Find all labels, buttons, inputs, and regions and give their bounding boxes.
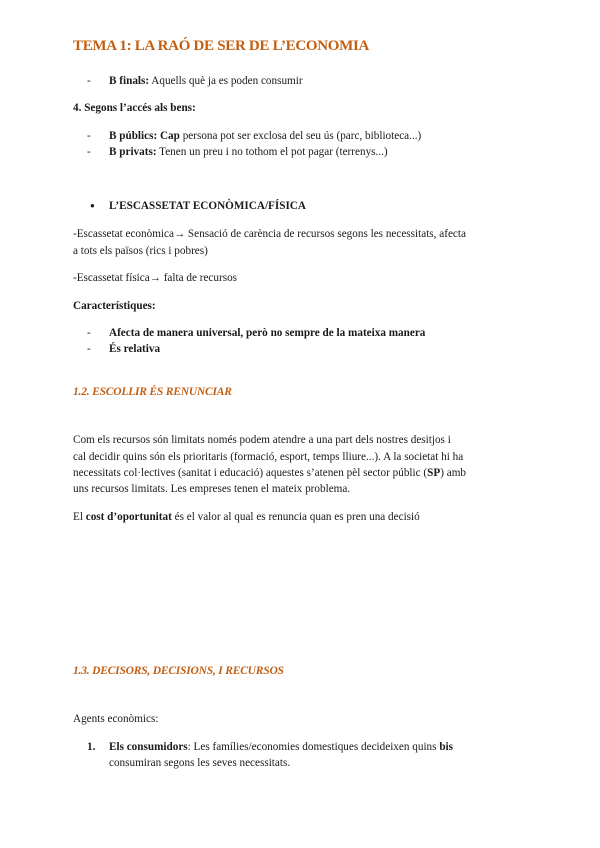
consumidors-bis: bis: [439, 741, 453, 753]
consumidors-line2: consumiran segons les seves necessitats.: [109, 757, 291, 769]
caracteristiques-heading: [73, 298, 156, 315]
bullet-escassetat-text: L’ESCASSETAT ECONÒMICA/FÍSICA: [109, 200, 306, 212]
list-item-b-privats: [87, 144, 388, 160]
list-item-b-publics: [87, 128, 421, 144]
bullet-marker: ●: [90, 201, 95, 210]
page-title: TEMA 1: LA RAÓ DE SER DE L’ECONOMIA: [73, 38, 370, 54]
dash-marker: -: [87, 130, 91, 142]
heading-acces-bens: [73, 100, 196, 117]
agents-economics: Agents econòmics:: [73, 713, 159, 725]
consumidors-term: Els consumidors: [109, 741, 188, 753]
char-2-text: És relativa: [109, 343, 161, 355]
dash-marker: -: [87, 146, 91, 158]
section-heading-1-3: 1.3. DECISORS, DECISIONS, I RECURSOS: [73, 665, 284, 677]
cost-oportunitat: [73, 509, 420, 526]
dash-marker: -: [87, 343, 91, 355]
desc-b-publics: persona pot ser exclosa del seu ús (parc, biblioteca...): [179, 130, 422, 142]
section-heading-1-2: 1.2. ESCOLLIR ÉS RENUNCIAR: [73, 386, 232, 398]
term-b-privats: B privats:: [109, 146, 157, 158]
heading-acces-bens-text: 4. Segons l’accés als bens:: [73, 102, 196, 114]
dash-marker: -: [87, 75, 91, 87]
desc-b-privats: Tenen un preu i no tothom el pot pagar (terrenys...): [156, 146, 388, 158]
para-recursos-line4: uns recursos limitats. Les empreses tenen el mateix problema.: [73, 483, 351, 495]
list-item-consumidors: [87, 739, 453, 771]
term-b-finals: B finals:: [109, 75, 150, 87]
bullet-escassetat: [90, 200, 306, 212]
number-marker: 1.: [87, 741, 96, 753]
para-recursos-line3-c: ) amb: [440, 467, 466, 479]
desc-b-finals: Aquells què ja es poden consumir: [149, 75, 303, 87]
para-recursos-line2: cal decidir quins són els prioritaris (formació, esport, temps lliure...). A la societat hi ha: [73, 451, 464, 463]
list-item-char-2: [87, 341, 160, 357]
char-1-text: Afecta de manera universal, però no sempre de la mateixa manera: [109, 327, 426, 339]
escassetat-economica-line1: -Escassetat econòmica→ Sensació de carència de recursos segons les necessitats, afecta: [73, 228, 466, 240]
dash-marker: -: [87, 327, 91, 339]
term-b-publics: B públics: Cap: [109, 130, 180, 142]
escassetat-fisica: -Escassetat física→ falta de recursos: [73, 272, 238, 284]
consumidors-desc: : Les famílies/economies domestiques decideixen quins: [187, 741, 440, 753]
cost-term: cost d’oportunitat: [85, 511, 172, 523]
sp-abbrev: SP: [427, 467, 441, 479]
escassetat-economica-line2: a tots els països (rics i pobres): [73, 245, 208, 257]
list-item-char-1: [87, 325, 425, 341]
para-recursos-line3: [73, 465, 466, 482]
list-item-b-finals: [87, 73, 303, 89]
cost-pre: El: [73, 511, 86, 523]
cost-post: és el valor al qual es renuncia quan es pren una decisió: [171, 511, 420, 523]
para-recursos-line3-a: necessitats col·lectives (sanitat i educació) aquestes s’atenen pèl sector públic (: [73, 467, 428, 479]
para-recursos-line1: Com els recursos són limitats només podem atendre a una part dels nostres desitjos i: [73, 434, 451, 446]
caracteristiques-text: Característiques:: [73, 300, 156, 312]
